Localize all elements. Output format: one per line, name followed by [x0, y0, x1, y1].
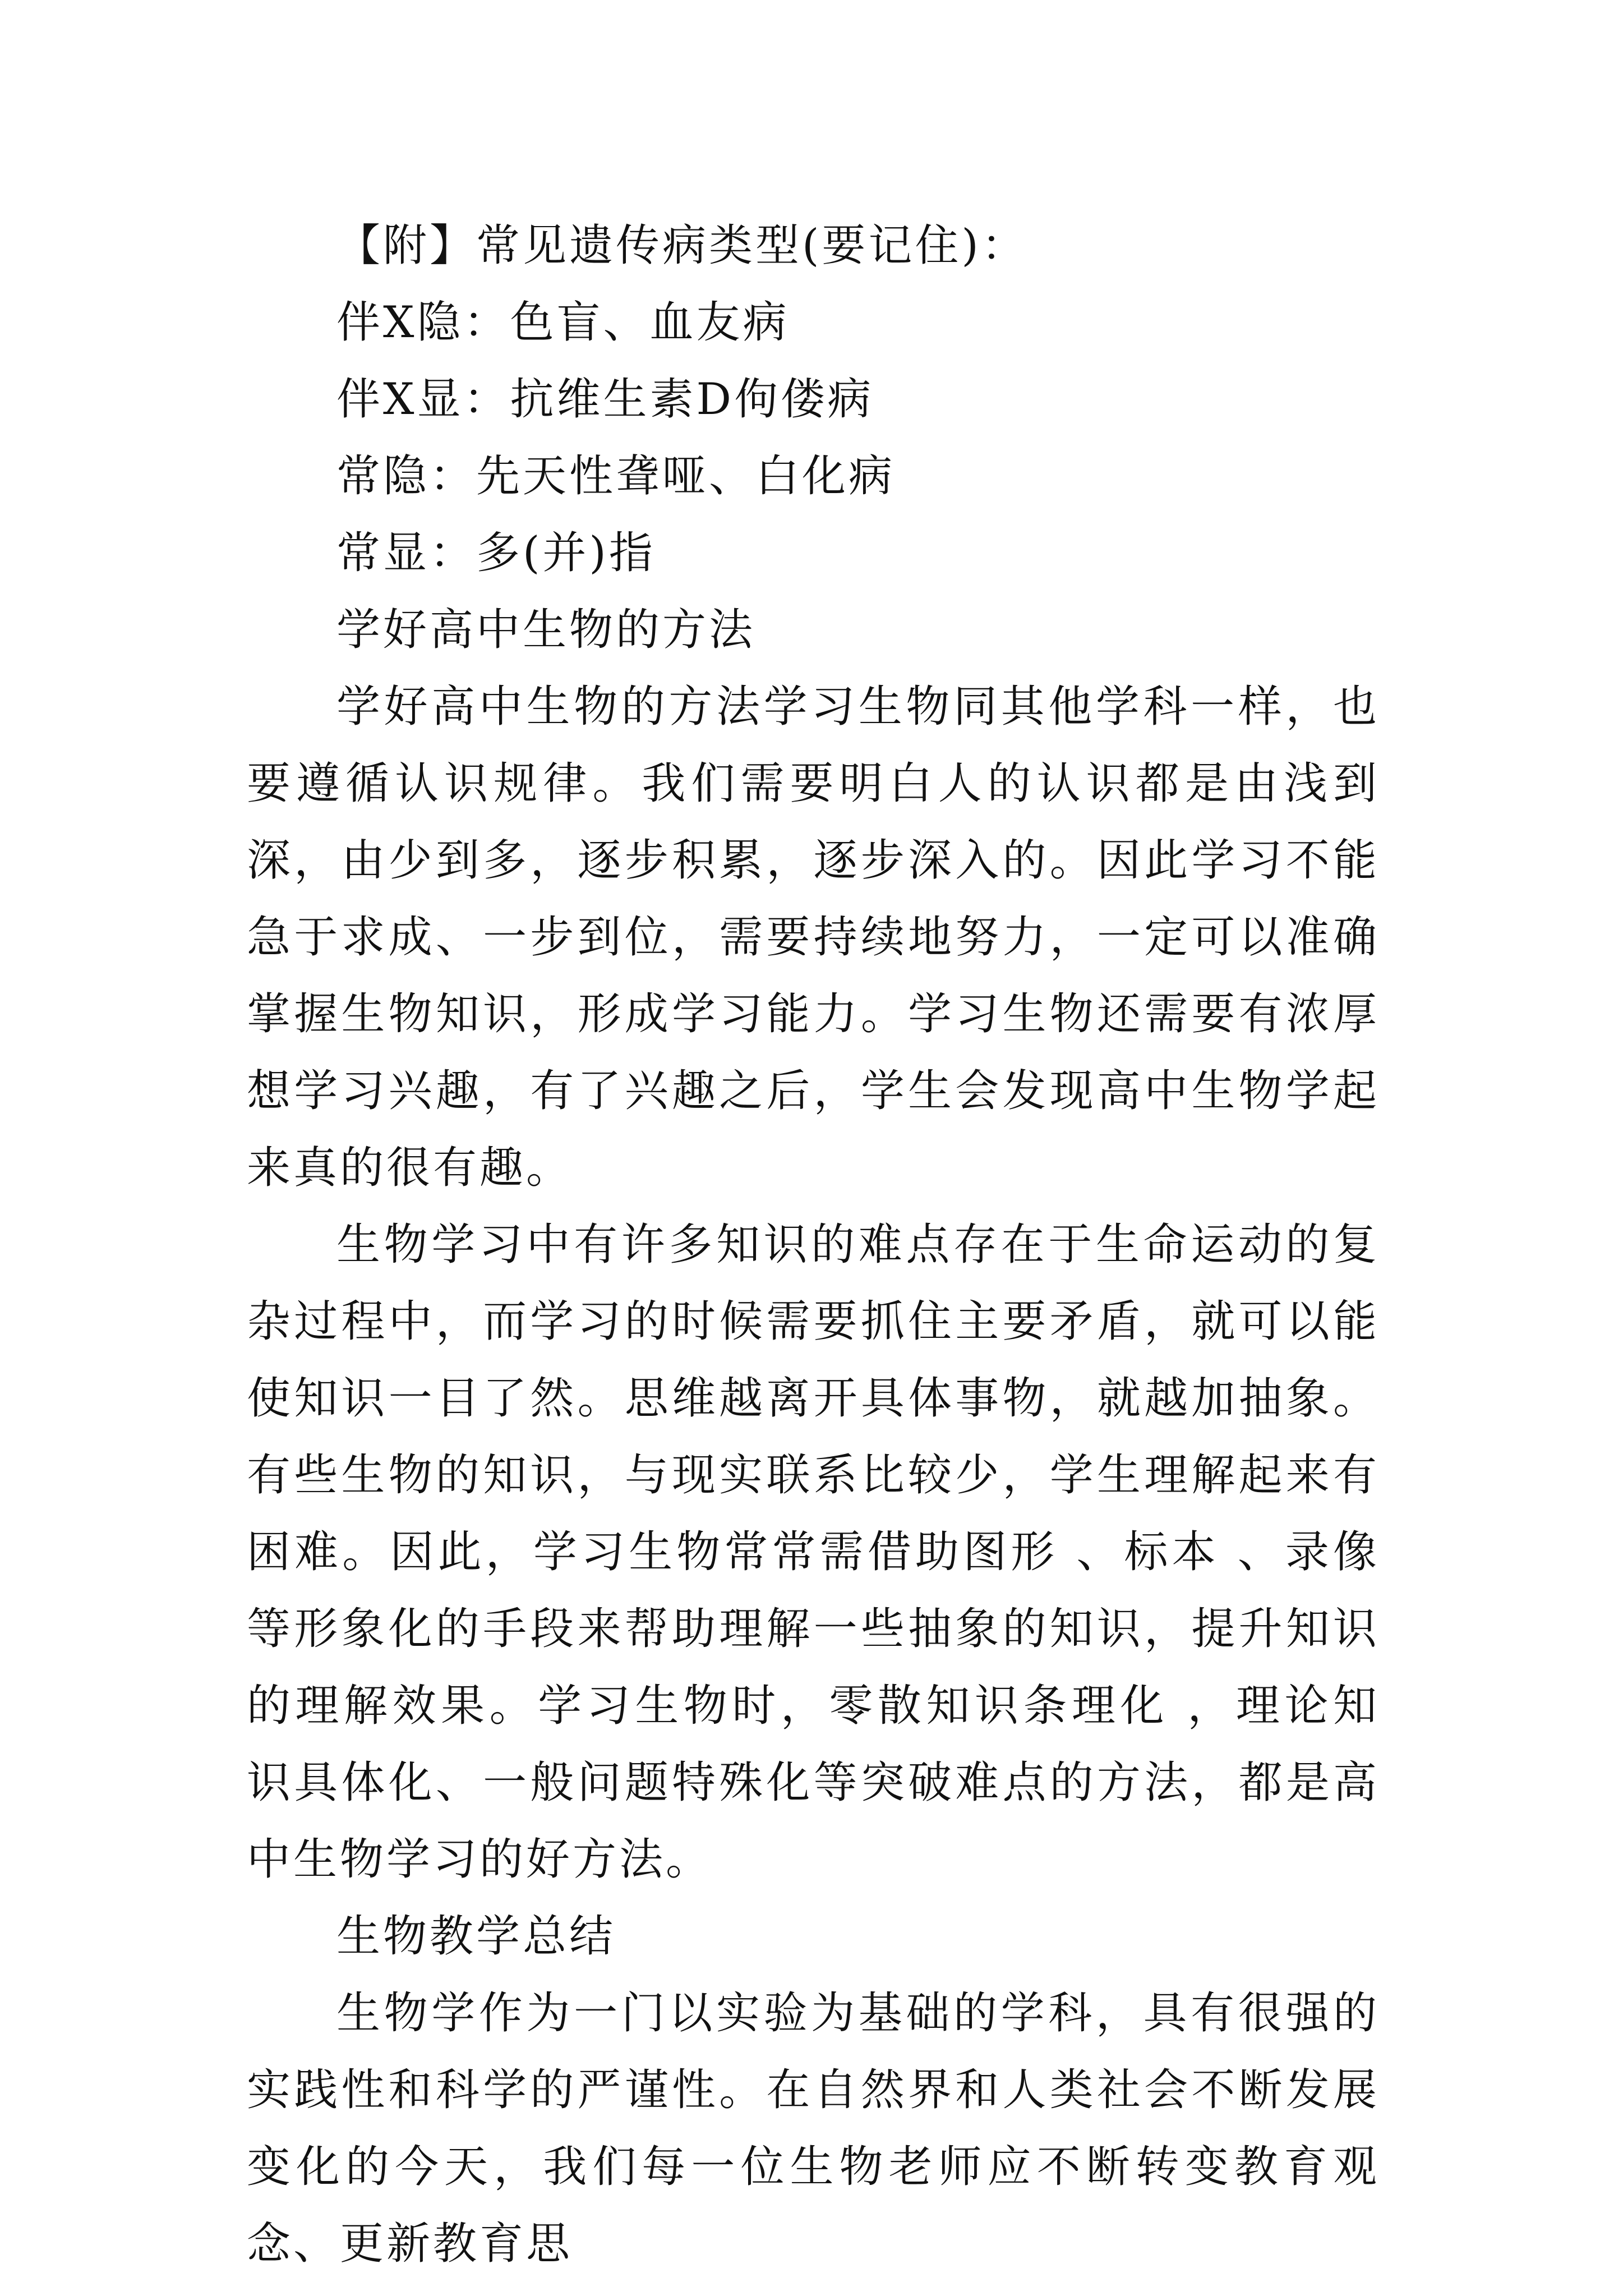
section-heading-teaching-summary: 生物教学总结 — [336, 1911, 616, 1962]
x-linked-dominant-line: 伴X显：抗维生素D佝偻病 — [336, 374, 874, 425]
paragraph-study-methods: 学好高中生物的方法学习生物同其他学科一样，也要遵循认识规律。我们需要明白人的认识都是由浅到深，由少到多，逐步积累，逐步深入的。因此学习不能急于求成、一步到位，需要持续地努力，一定可以准确掌握生物知识，形成学习能力。学习生物还需要有浓厚想学习兴趣，有了兴趣之后，学生会发现高中生物学起来真的很有趣。 — [247, 682, 1380, 1193]
autosomal-dominant-line: 常显：多(并)指 — [336, 528, 656, 578]
autosomal-recessive-line: 常隐：先天性聋哑、白化病 — [336, 451, 896, 501]
appendix-heading: 【附】常见遗传病类型(要记住)： — [336, 220, 1028, 271]
document-body — [247, 208, 1380, 2283]
x-linked-recessive-line: 伴X隐：色盲、血友病 — [336, 297, 790, 348]
paragraph-teaching-summary: 生物学作为一门以实验为基础的学科，具有很强的实践性和科学的严谨性。在自然界和人类社会不断发展变化的今天，我们每一位生物老师应不断转变教育观念、更新教育思 — [247, 1988, 1380, 2269]
section-heading-study-methods: 学好高中生物的方法 — [336, 605, 756, 655]
paragraph-difficult-points: 生物学习中有许多知识的难点存在于生命运动的复杂过程中，而学习的时候需要抓住主要矛盾，就可以能使知识一目了然。思维越离开具体事物，就越加抽象。有些生物的知识，与现实联系比较少，学生理解起来有困难。因此，学习生物常常需借助图形 、标本 、录像等形象化的手段来帮助理解一些抽象的知识，提升知识的理解效果。学习生物时，零散知识条理化 ，理论知识具体化、一般问题特殊化等突破难点的方法，都是高中生物学习的好方法。 — [247, 1220, 1380, 1885]
